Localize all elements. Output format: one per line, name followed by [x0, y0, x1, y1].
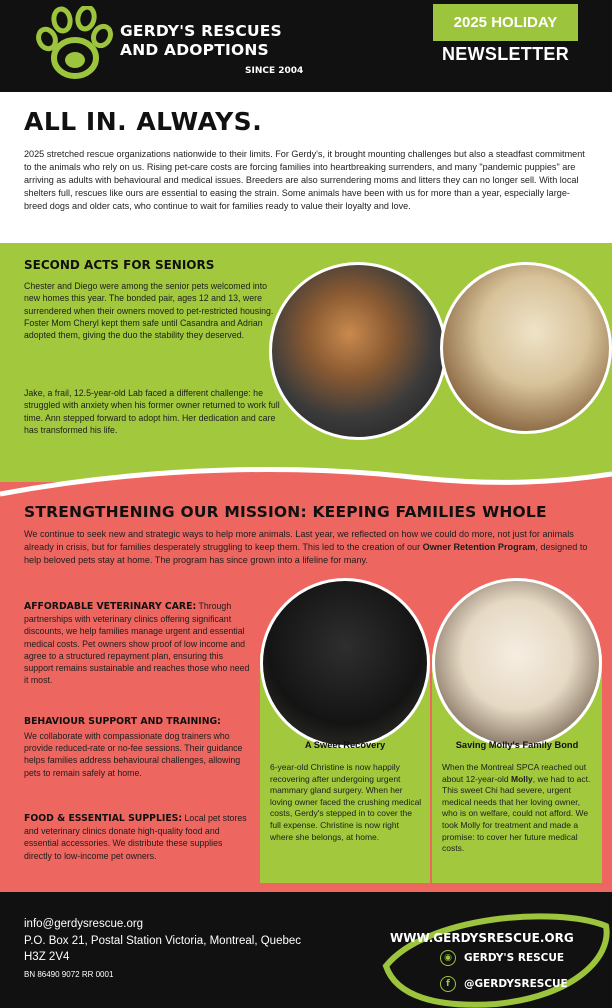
- story-card-molly: [432, 578, 602, 883]
- org-name: [120, 22, 282, 60]
- card-text-name: Molly: [511, 773, 533, 784]
- story-card-christine: [260, 578, 430, 883]
- footer-email[interactable]: info@gerdysrescue.org: [24, 918, 144, 930]
- intro-text: 2025 stretched rescue organizations nationwide to their limits. For Gerdy's, it brought mounting challenges but also a steadfast commitment to the animals who rely on us. Rising pet-care costs are forcing families into heartbreaking surrenders, and many "pandemic puppies" are arriving as adults with behavioural and medical issues. Breeders are also surrendering moms and litters they can no longer sell. With local shelters full, rescues like ours are essential to easing the strain. Some animals have been with us for more than a year, especially large-breed dogs and older cats, who continue to wait for families ready to value their loyalty and love.: [24, 149, 585, 211]
- seniors-paragraph-1: Chester and Diego were among the senior pets welcomed into new homes this year. The bonded pair, ages 12 and 13, were surrendered when their owners moved to pet-restricted housing. Foster Mom Cheryl kept them safe until Casandra and Adrian adopted them, giving the duo the stability they deserved.: [24, 281, 274, 341]
- food-text: Local pet stores and veterinary clinics donate high-quality food and essential accessories. We distribute these supplies directly to low-income pet owners.: [24, 813, 247, 861]
- website-link[interactable]: WWW.GERDYSRESCUE.ORG: [390, 931, 574, 945]
- card-text-start: When the Montreal SPCA reached out about 12-year-old: [442, 762, 587, 784]
- food-block: [24, 812, 252, 862]
- instagram-handle: GERDY'S RESCUE: [464, 952, 565, 964]
- mission-title: STRENGTHENING OUR MISSION: KEEPING FAMILIES WHOLE: [24, 503, 547, 521]
- newsletter-label: NEWSLETTER: [442, 44, 569, 64]
- facebook-link[interactable]: [440, 976, 568, 992]
- org-name-line2: AND ADOPTIONS: [120, 41, 269, 59]
- intro-title: ALL IN. ALWAYS.: [24, 107, 263, 136]
- instagram-link[interactable]: [440, 950, 564, 966]
- behaviour-text: We collaborate with compassionate dog trainers who provide reduced-rate or no-fee sessions. Their guidance helps families address behavioural challenges, allowing pets to remain safely at home.: [24, 731, 243, 778]
- vet-care-heading: AFFORDABLE VETERINARY CARE:: [24, 601, 197, 612]
- org-since: SINCE 2004: [245, 66, 304, 76]
- instagram-icon: ◉: [440, 950, 456, 966]
- vet-care-text: Through partnerships with veterinary clinics offering significant discounts, we help families manage urgent and essential medical costs. Pet owners show proof of low income and agree to a structured repayment plan, ensuring this support remains sustainable and reaches those who need it most.: [24, 601, 250, 686]
- molly-chihuahua-photo: [432, 578, 602, 748]
- card-text-end: , we had to act. This sweet Chi had severe, urgent medical needs that her loving owner, who is on welfare, could not afford. We took Molly for treatment and made a promise: to cover her future medical costs.: [442, 773, 591, 854]
- facebook-handle: @GERDYSRESCUE: [464, 978, 568, 990]
- food-heading: FOOD & ESSENTIAL SUPPLIES:: [24, 813, 183, 824]
- mission-intro-text: We continue to seek new and strategic ways to help more animals. Last year, we reflected on how we could do more, not just for animals already in crisis, but for families desperately struggling to keep them. This led to the creation of our: [24, 529, 574, 552]
- holiday-badge: 2025 HOLIDAY: [433, 4, 578, 41]
- senior-dogs-photo: [269, 262, 447, 440]
- business-number: BN 86490 9072 RR 0001: [24, 970, 114, 979]
- vet-care-block: [24, 600, 252, 686]
- seniors-paragraph-2: Jake, a frail, 12.5-year-old Lab faced a different challenge: he struggled with anxiety when his former owner returned to work full time. Ann stepped forward to adopt him. Her dedication and care has transformed his life.: [24, 388, 280, 435]
- mission-intro: [24, 528, 590, 566]
- behaviour-heading: BEHAVIOUR SUPPORT AND TRAINING:: [24, 716, 221, 727]
- card-text-body: 6-year-old Christine is now happily recovering after undergoing urgent mammary gland surgery. When her loving owner faced the crushing medical costs, Gerdy's stepped in to cover the full expense. Christine is now right where she belongs, at home.: [270, 762, 422, 842]
- seniors-title: SECOND ACTS FOR SENIORS: [24, 258, 215, 272]
- footer-address: P.O. Box 21, Postal Station Victoria, Montreal, Quebec H3Z 2V4: [24, 935, 302, 963]
- owner-retention-program: Owner Retention Program: [422, 541, 536, 552]
- senior-lab-photo: [440, 262, 612, 434]
- card-title: A Sweet Recovery: [304, 740, 386, 750]
- paw-icon: [34, 6, 114, 86]
- mission-intro-text-end: , designed to help beloved pets stay at home. The program has since grown into a lifeline for many.: [24, 541, 588, 565]
- org-name-line1: GERDY'S RESCUES: [120, 22, 282, 40]
- facebook-icon: f: [440, 976, 456, 992]
- christine-cat-photo: [260, 578, 430, 748]
- card-text: [270, 762, 422, 843]
- card-text: [442, 762, 594, 855]
- card-title: Saving Molly's Family Bond: [455, 740, 579, 750]
